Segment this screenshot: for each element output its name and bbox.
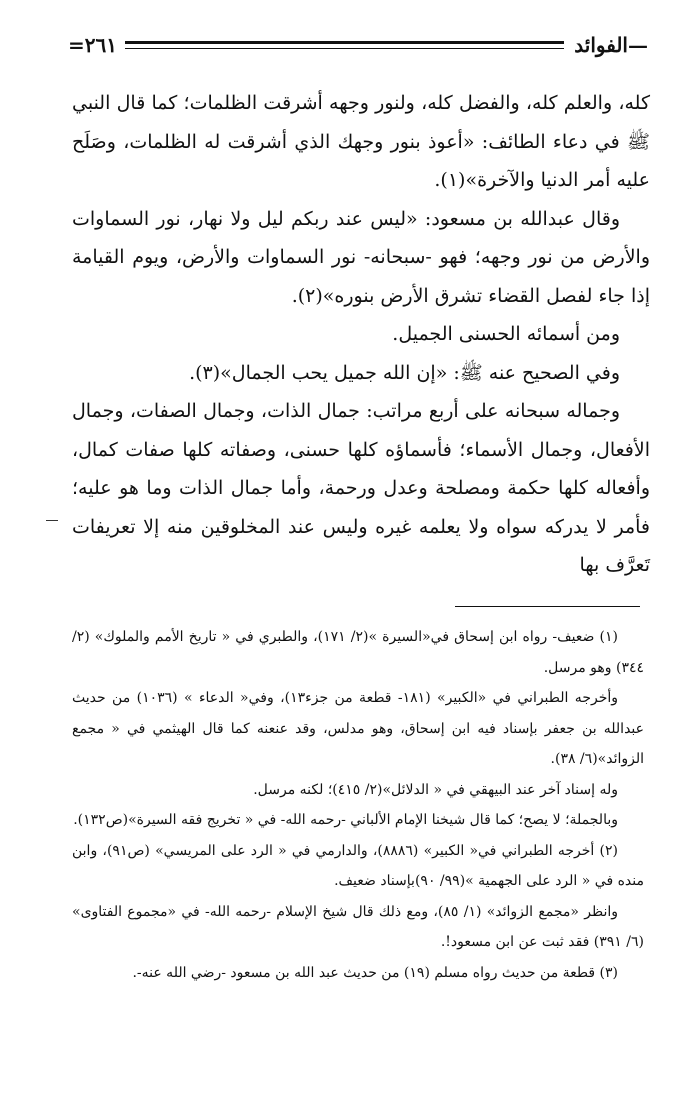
header-title: الفوائد <box>574 33 628 57</box>
footnote: وبالجملة؛ لا يصح؛ كما قال شيخنا الإمام الألباني -رحمه الله- في « تخريج فقه السيرة»(ص١٣٢). <box>73 812 618 828</box>
paragraph: وفي الصحيح عنه ﷺ: «إن الله جميل يحب الجمال»(٣). <box>189 361 620 384</box>
main-text <box>72 84 650 585</box>
footnotes <box>72 622 644 988</box>
paragraph: وقال عبدالله بن مسعود: «ليس عند ربكم ليل ولا نهار، نور السماوات والأرض من نور وجهه؛ فهو -سبحانه- نور السماوات والأرض، ويوم القيامة إذا جاء لفصل القضاء تشرق الأرض بنوره»(٢). <box>72 207 650 307</box>
footnote: وأخرجه الطبراني في «الكبير» (١٨١- قطعة من جزء١٣)، وفي« الدعاء » (١٠٣٦) من حديث عبدالله بن جعفر بإسناد فيه ابن إسحاق، وهو مدلس، وقد عنعنه كما قال الهيثمي في « مجمع الزوائد»(٦/ ٣٨). <box>72 690 644 767</box>
paragraph: كله، والعلم كله، والفضل كله، ولنور وجهه أشرقت الظلمات؛ كما قال النبي ﷺ في دعاء الطائف: «أعوذ بنور وجهك الذي أشرقت له الظلمات، وصَلَح عليه أمر الدنيا والآخرة»(١). <box>72 92 650 191</box>
page-number: ٢٦١ <box>84 33 117 57</box>
footnote: (٢) أخرجه الطبراني في« الكبير» (٨٨٨٦)، والدارمي في « الرد على المريسي» (ص٩١)، وابن منده في « الرد على الجهمية »(٩٩/ ٩٠)بإسناد ضعيف. <box>72 842 644 889</box>
footnote: وانظر «مجمع الزوائد» (١/ ٨٥)، ومع ذلك قال شيخ الإسلام -رحمه الله- في «مجموع الفتاوى» (٦/ ٣٩١) فقد ثبت عن ابن مسعود!. <box>72 903 644 950</box>
paragraph: وجماله سبحانه على أربع مراتب: جمال الذات، وجمال الصفات، وجمال الأفعال، وجمال الأسماء؛ فأسماؤه كلها حسنى، وصفاته كلها صفات كمال، وأفعاله كلها حكمة ومصلحة وعدل ورحمة، وأما جمال الذات وما هو عليه؛ فأمر لا يدركه سواه ولا يعلمه غيره وليس عند المخلوقين منه إلا تعريفات تَعرَّف بها <box>72 400 650 576</box>
header-rule <box>125 41 564 49</box>
header-dash-right: — <box>628 33 648 57</box>
footnote: (٣) قطعة من حديث رواه مسلم (١٩) من حديث عبد الله بن مسعود -رضي الله عنه-. <box>132 964 618 981</box>
paragraph: ومن أسمائه الحسنى الجميل. <box>392 323 620 345</box>
margin-mark <box>46 520 58 521</box>
running-header <box>68 30 648 60</box>
footnote: (١) ضعيف- رواه ابن إسحاق في«السيرة »(٢/ ١٧١)، والطبري في « تاريخ الأمم والملوك» (٢/ ٣٤٤) وهو مرسل. <box>72 629 644 676</box>
footnote: وله إسناد آخر عند البيهقي في « الدلائل»(٢/ ٤١٥)؛ لكنه مرسل. <box>253 781 618 798</box>
footnote-separator <box>455 606 640 607</box>
header-dash-left: = <box>68 33 85 57</box>
